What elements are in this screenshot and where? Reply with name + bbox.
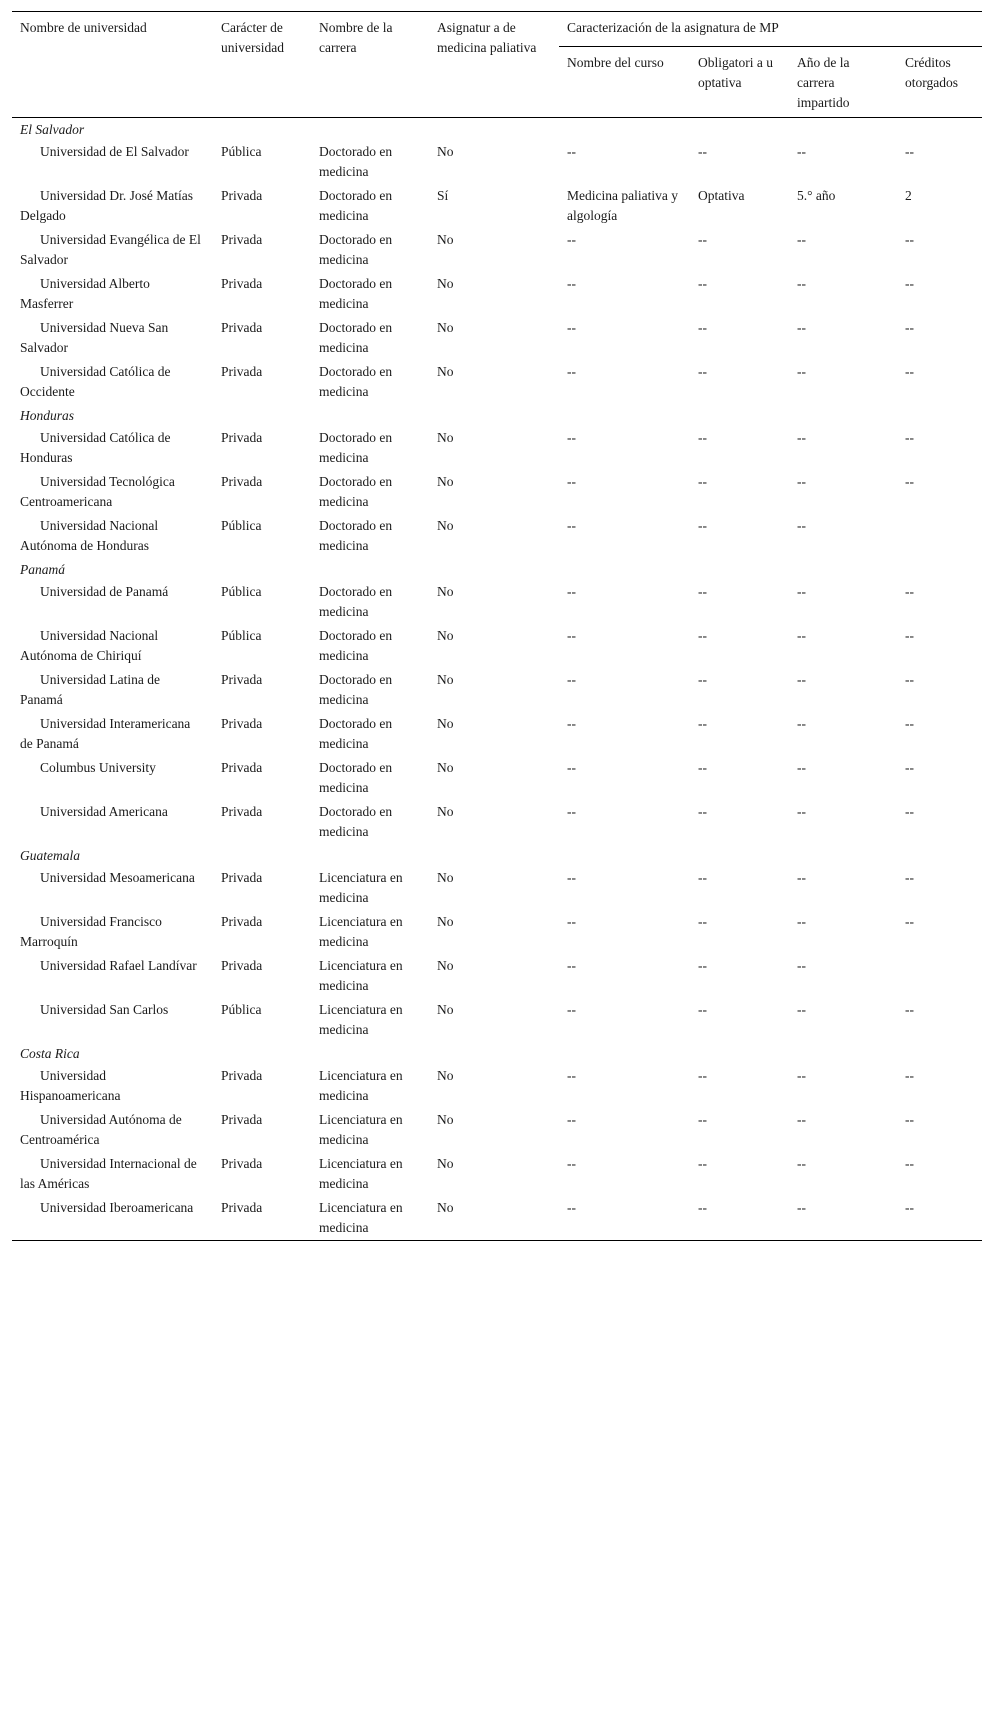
header-year: Año de la carrera impartido	[789, 47, 897, 118]
cell-university	[12, 756, 213, 800]
cell-career: Doctorado en medicina	[319, 430, 393, 465]
cell-university	[12, 1108, 213, 1152]
cell-credits: --	[905, 474, 914, 489]
cell-character: Privada	[221, 1112, 263, 1127]
cell-character: Privada	[221, 870, 263, 885]
university-name: Universidad de El Salvador	[40, 144, 189, 159]
table-row	[12, 184, 982, 228]
country-row	[12, 1042, 982, 1064]
university-name: Universidad Dr. José Matías Delgado	[20, 188, 193, 223]
cell-subject: No	[437, 914, 454, 929]
cell-year: --	[797, 1112, 806, 1127]
cell-university	[12, 272, 213, 316]
cell-year: --	[797, 1002, 806, 1017]
cell-career: Doctorado en medicina	[319, 320, 393, 355]
cell-course: --	[567, 1112, 576, 1127]
cell-credits: --	[905, 672, 914, 687]
cell-subject: No	[437, 1156, 454, 1171]
cell-year: --	[797, 1156, 806, 1171]
cell-university	[12, 1064, 213, 1108]
cell-subject: No	[437, 1002, 454, 1017]
cell-mandatory: --	[698, 870, 707, 885]
cell-course: --	[567, 870, 576, 885]
cell-year: --	[797, 1068, 806, 1083]
cell-character: Pública	[221, 518, 262, 533]
cell-credits: --	[905, 870, 914, 885]
cell-course: --	[567, 474, 576, 489]
cell-career: Licenciatura en medicina	[319, 914, 403, 949]
cell-mandatory: --	[698, 518, 707, 533]
cell-mandatory: --	[698, 144, 707, 159]
cell-mandatory: --	[698, 320, 707, 335]
table-row	[12, 1108, 982, 1152]
cell-course: --	[567, 1068, 576, 1083]
cell-mandatory: --	[698, 474, 707, 489]
cell-subject: No	[437, 364, 454, 379]
cell-character: Privada	[221, 1156, 263, 1171]
country-name: Costa Rica	[20, 1046, 80, 1061]
cell-university	[12, 668, 213, 712]
cell-character: Privada	[221, 188, 263, 203]
country-row	[12, 558, 982, 580]
country-name: El Salvador	[20, 122, 85, 137]
cell-year: --	[797, 716, 806, 731]
table-row	[12, 756, 982, 800]
university-name: Universidad de Panamá	[40, 584, 169, 599]
cell-career: Licenciatura en medicina	[319, 958, 403, 993]
cell-credits: --	[905, 364, 914, 379]
header-subject: Asignatur a de medicina paliativa	[429, 12, 559, 118]
cell-character: Pública	[221, 628, 262, 643]
country-name: Panamá	[20, 562, 65, 577]
cell-subject: No	[437, 628, 454, 643]
cell-year: --	[797, 364, 806, 379]
cell-career: Doctorado en medicina	[319, 628, 393, 663]
header-mandatory: Obligatori a u optativa	[690, 47, 789, 118]
table-row	[12, 316, 982, 360]
cell-subject: No	[437, 320, 454, 335]
cell-year: --	[797, 320, 806, 335]
cell-career: Licenciatura en medicina	[319, 1112, 403, 1147]
cell-credits: --	[905, 1200, 914, 1215]
table-header	[12, 12, 982, 118]
cell-mandatory: --	[698, 914, 707, 929]
cell-credits: --	[905, 232, 914, 247]
university-name: Universidad Alberto Masferrer	[20, 276, 150, 311]
cell-subject: No	[437, 760, 454, 775]
cell-credits: --	[905, 914, 914, 929]
cell-year: --	[797, 914, 806, 929]
cell-mandatory: --	[698, 232, 707, 247]
university-name: Universidad Mesoamericana	[40, 870, 195, 885]
cell-career: Doctorado en medicina	[319, 474, 393, 509]
university-name: Universidad Francisco Marroquín	[20, 914, 162, 949]
cell-course: --	[567, 716, 576, 731]
university-name: Universidad Nueva San Salvador	[20, 320, 169, 355]
cell-character: Privada	[221, 958, 263, 973]
table-row	[12, 998, 982, 1042]
cell-year: --	[797, 518, 806, 533]
cell-university	[12, 580, 213, 624]
header-credits: Créditos otorgados	[897, 47, 982, 118]
university-name: Universidad Nacional Autónoma de Chiriquí	[20, 628, 159, 663]
cell-mandatory: --	[698, 1156, 707, 1171]
table-row	[12, 140, 982, 184]
cell-year: --	[797, 958, 806, 973]
cell-course: --	[567, 364, 576, 379]
cell-mandatory: --	[698, 1002, 707, 1017]
cell-mandatory: --	[698, 1068, 707, 1083]
cell-career: Doctorado en medicina	[319, 276, 393, 311]
university-name: Universidad Americana	[40, 804, 168, 819]
cell-character: Pública	[221, 144, 262, 159]
university-name: Universidad Latina de Panamá	[20, 672, 160, 707]
cell-university	[12, 1196, 213, 1241]
cell-career: Doctorado en medicina	[319, 232, 393, 267]
cell-career: Licenciatura en medicina	[319, 1200, 403, 1235]
cell-mandatory: --	[698, 804, 707, 819]
cell-career: Licenciatura en medicina	[319, 1068, 403, 1103]
university-name: Universidad Católica de Occidente	[20, 364, 171, 399]
cell-year: --	[797, 276, 806, 291]
cell-year: --	[797, 628, 806, 643]
university-name: Universidad Internacional de las Américas	[20, 1156, 197, 1191]
cell-year: --	[797, 1200, 806, 1215]
cell-university	[12, 1152, 213, 1196]
cell-career: Doctorado en medicina	[319, 518, 393, 553]
cell-mandatory: Optativa	[698, 188, 745, 203]
cell-year: 5.° año	[797, 188, 836, 203]
cell-career: Doctorado en medicina	[319, 804, 393, 839]
cell-course: --	[567, 518, 576, 533]
cell-year: --	[797, 430, 806, 445]
table-row	[12, 668, 982, 712]
cell-credits: --	[905, 1112, 914, 1127]
cell-university	[12, 316, 213, 360]
cell-career: Doctorado en medicina	[319, 716, 393, 751]
cell-university	[12, 228, 213, 272]
cell-subject: No	[437, 144, 454, 159]
cell-course: --	[567, 232, 576, 247]
table-row	[12, 470, 982, 514]
cell-subject: No	[437, 584, 454, 599]
cell-year: --	[797, 474, 806, 489]
cell-mandatory: --	[698, 672, 707, 687]
cell-credits: 2	[905, 188, 912, 203]
cell-credits	[897, 514, 982, 558]
cell-university	[12, 866, 213, 910]
cell-character: Privada	[221, 276, 263, 291]
table-row	[12, 800, 982, 844]
header-career: Nombre de la carrera	[311, 12, 429, 118]
cell-character: Pública	[221, 584, 262, 599]
cell-career: Doctorado en medicina	[319, 144, 393, 179]
cell-course: --	[567, 430, 576, 445]
cell-subject: Sí	[437, 188, 449, 203]
country-name: Guatemala	[20, 848, 80, 863]
cell-character: Privada	[221, 1068, 263, 1083]
cell-course: --	[567, 804, 576, 819]
university-name: Universidad Rafael Landívar	[40, 958, 197, 973]
cell-subject: No	[437, 804, 454, 819]
country-row	[12, 404, 982, 426]
university-name: Universidad Católica de Honduras	[20, 430, 171, 465]
table-row	[12, 272, 982, 316]
cell-university	[12, 954, 213, 998]
cell-course: --	[567, 1002, 576, 1017]
university-name: Universidad Nacional Autónoma de Honduras	[20, 518, 159, 553]
country-row	[12, 118, 982, 141]
cell-year: --	[797, 870, 806, 885]
cell-mandatory: --	[698, 716, 707, 731]
cell-year: --	[797, 144, 806, 159]
cell-year: --	[797, 232, 806, 247]
university-name: Universidad Tecnológica Centroamericana	[20, 474, 175, 509]
cell-university	[12, 514, 213, 558]
cell-credits: --	[905, 144, 914, 159]
cell-course: --	[567, 320, 576, 335]
cell-year: --	[797, 584, 806, 599]
cell-mandatory: --	[698, 760, 707, 775]
cell-course: --	[567, 1200, 576, 1215]
cell-university	[12, 470, 213, 514]
cell-career: Doctorado en medicina	[319, 188, 393, 223]
cell-credits: --	[905, 716, 914, 731]
cell-course: --	[567, 628, 576, 643]
header-character: Carácter de universidad	[213, 12, 311, 118]
cell-credits: --	[905, 760, 914, 775]
cell-mandatory: --	[698, 430, 707, 445]
cell-character: Privada	[221, 760, 263, 775]
cell-credits: --	[905, 430, 914, 445]
cell-character: Privada	[221, 914, 263, 929]
country-row	[12, 844, 982, 866]
cell-year: --	[797, 760, 806, 775]
cell-course: --	[567, 1156, 576, 1171]
table-row	[12, 360, 982, 404]
cell-subject: No	[437, 1200, 454, 1215]
cell-character: Privada	[221, 320, 263, 335]
cell-character: Privada	[221, 232, 263, 247]
cell-course: --	[567, 144, 576, 159]
cell-career: Licenciatura en medicina	[319, 1002, 403, 1037]
cell-credits: --	[905, 320, 914, 335]
cell-year: --	[797, 672, 806, 687]
cell-subject: No	[437, 870, 454, 885]
table-row	[12, 954, 982, 998]
university-name: Universidad Interamericana de Panamá	[20, 716, 191, 751]
table-row	[12, 514, 982, 558]
cell-subject: No	[437, 474, 454, 489]
cell-course: --	[567, 276, 576, 291]
cell-subject: No	[437, 1112, 454, 1127]
cell-mandatory: --	[698, 584, 707, 599]
cell-university	[12, 910, 213, 954]
table-row	[12, 580, 982, 624]
cell-career: Licenciatura en medicina	[319, 1156, 403, 1191]
cell-mandatory: --	[698, 1200, 707, 1215]
university-name: Universidad Autónoma de Centroamérica	[20, 1112, 182, 1147]
cell-credits: --	[905, 1068, 914, 1083]
cell-course: Medicina paliativa y algología	[567, 188, 678, 223]
header-group: Caracterización de la asignatura de MP	[559, 12, 982, 47]
cell-university	[12, 800, 213, 844]
cell-university	[12, 624, 213, 668]
cell-subject: No	[437, 430, 454, 445]
cell-credits	[897, 954, 982, 998]
cell-course: --	[567, 760, 576, 775]
university-name: Universidad Hispanoamericana	[20, 1068, 121, 1103]
cell-career: Doctorado en medicina	[319, 584, 393, 619]
university-name: Columbus University	[40, 760, 156, 775]
cell-university	[12, 140, 213, 184]
university-name: Universidad Iberoamericana	[40, 1200, 194, 1215]
cell-mandatory: --	[698, 958, 707, 973]
cell-credits: --	[905, 804, 914, 819]
cell-credits: --	[905, 584, 914, 599]
cell-university	[12, 360, 213, 404]
cell-subject: No	[437, 276, 454, 291]
cell-character: Privada	[221, 1200, 263, 1215]
cell-career: Doctorado en medicina	[319, 760, 393, 795]
cell-university	[12, 426, 213, 470]
cell-credits: --	[905, 1156, 914, 1171]
cell-mandatory: --	[698, 364, 707, 379]
table-row	[12, 712, 982, 756]
cell-character: Privada	[221, 716, 263, 731]
cell-course: --	[567, 672, 576, 687]
cell-university	[12, 712, 213, 756]
cell-university	[12, 184, 213, 228]
table-row	[12, 1196, 982, 1241]
country-name: Honduras	[20, 408, 75, 423]
cell-character: Privada	[221, 430, 263, 445]
cell-career: Doctorado en medicina	[319, 672, 393, 707]
cell-year: --	[797, 804, 806, 819]
cell-subject: No	[437, 716, 454, 731]
cell-character: Pública	[221, 1002, 262, 1017]
cell-subject: No	[437, 518, 454, 533]
cell-credits: --	[905, 276, 914, 291]
header-university: Nombre de universidad	[12, 12, 213, 118]
table-row	[12, 426, 982, 470]
header-course: Nombre del curso	[559, 47, 690, 118]
cell-subject: No	[437, 958, 454, 973]
table-row	[12, 624, 982, 668]
cell-mandatory: --	[698, 1112, 707, 1127]
cell-character: Privada	[221, 474, 263, 489]
table-row	[12, 910, 982, 954]
table-row	[12, 228, 982, 272]
universities-table	[12, 11, 982, 1241]
cell-course: --	[567, 958, 576, 973]
cell-credits: --	[905, 628, 914, 643]
cell-mandatory: --	[698, 628, 707, 643]
cell-character: Privada	[221, 804, 263, 819]
cell-university	[12, 998, 213, 1042]
cell-career: Doctorado en medicina	[319, 364, 393, 399]
cell-subject: No	[437, 232, 454, 247]
table-row	[12, 866, 982, 910]
table-body	[12, 118, 982, 1241]
cell-course: --	[567, 914, 576, 929]
table-row	[12, 1064, 982, 1108]
cell-mandatory: --	[698, 276, 707, 291]
cell-course: --	[567, 584, 576, 599]
university-name: Universidad San Carlos	[40, 1002, 169, 1017]
cell-subject: No	[437, 672, 454, 687]
table-row	[12, 1152, 982, 1196]
cell-career: Licenciatura en medicina	[319, 870, 403, 905]
cell-credits: --	[905, 1002, 914, 1017]
cell-character: Privada	[221, 364, 263, 379]
university-name: Universidad Evangélica de El Salvador	[20, 232, 201, 267]
cell-subject: No	[437, 1068, 454, 1083]
cell-character: Privada	[221, 672, 263, 687]
